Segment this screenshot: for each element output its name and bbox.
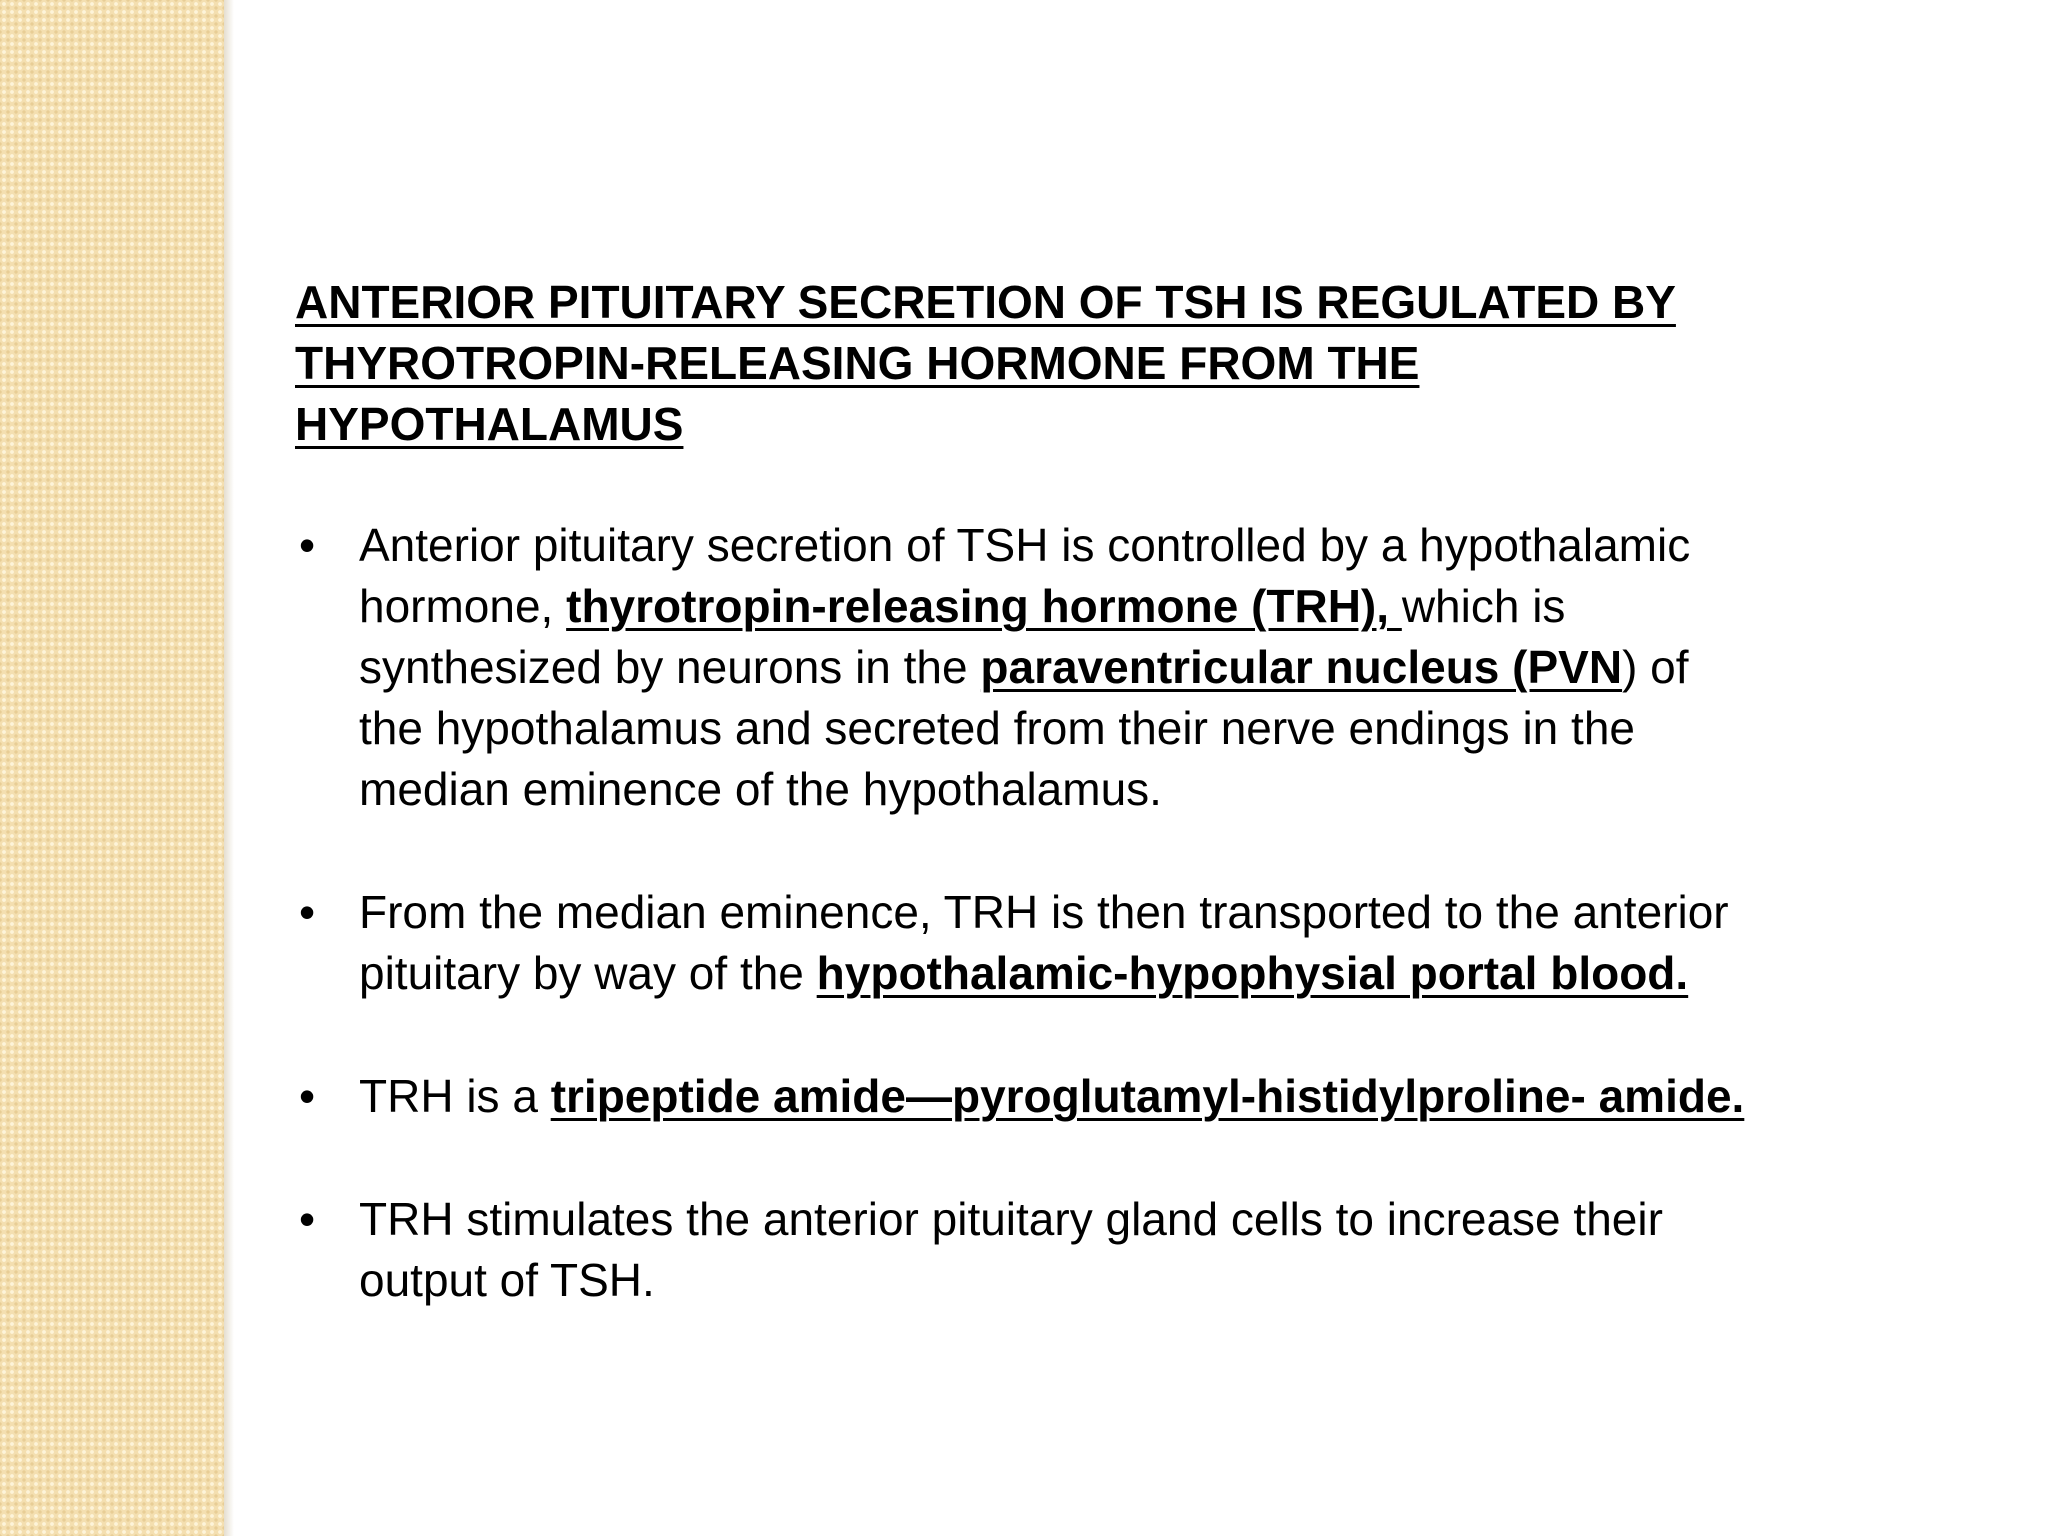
heading-line-1: ANTERIOR PITUITARY SECRETION OF TSH IS REGULATED BY [295,276,1676,328]
bullet-2-line-1: From the median eminence, TRH is then transported to the anterior [359,886,1729,938]
bullet-icon: • [298,1193,316,1245]
bullet-4-line-2: output of TSH. [359,1254,655,1306]
bullet-4-line-1: TRH stimulates the anterior pituitary gland cells to increase their [359,1193,1663,1245]
bullet-1-line-2 [359,576,1935,637]
side-band-shadow [224,0,234,1536]
slide-heading [295,272,1935,455]
bullet-list [295,515,1935,1311]
heading-line-2: THYROTROPIN-RELEASING HORMONE FROM THE [295,337,1420,389]
bullet-item-transport [295,882,1935,1004]
bullet-1-text: which is [1401,580,1566,632]
bullet-1-line-1: Anterior pituitary secretion of TSH is controlled by a hypothalamic [359,519,1691,571]
emphasis-pvn: paraventricular nucleus (PVN [980,641,1623,693]
bullet-2-text: pituitary by way of the [359,947,817,999]
bullet-3-line-1 [359,1066,1935,1127]
emphasis-portal-blood: hypothalamic-hypophysial portal blood. [816,947,1689,999]
emphasis-trh: thyrotropin-releasing hormone (TRH), [566,580,1402,632]
bullet-2-line-2 [359,943,1935,1004]
bullet-1-text: ) of [1622,641,1689,693]
bullet-icon: • [298,886,316,938]
bullet-item-tripeptide [295,1066,1935,1127]
bullet-icon: • [298,1070,316,1122]
bullet-1-line-4: the hypothalamus and secreted from their nerve endings in the [359,702,1635,754]
bullet-3-text: TRH is a [359,1070,551,1122]
bullet-icon: • [298,519,316,571]
emphasis-tripeptide: tripeptide amide—pyroglutamyl-histidylproline- amide. [550,1070,1745,1122]
bullet-1-line-5: median eminence of the hypothalamus. [359,763,1162,815]
bullet-1-text: synthesized by neurons in the [359,641,981,693]
bullet-1-line-3 [359,637,1935,698]
bullet-item-stimulation [295,1189,1935,1311]
decorative-side-band [0,0,224,1536]
slide-content [295,272,1935,1311]
heading-line-3: HYPOTHALAMUS [295,398,684,450]
bullet-1-text: hormone, [359,580,567,632]
bullet-item-trh-control [295,515,1935,820]
